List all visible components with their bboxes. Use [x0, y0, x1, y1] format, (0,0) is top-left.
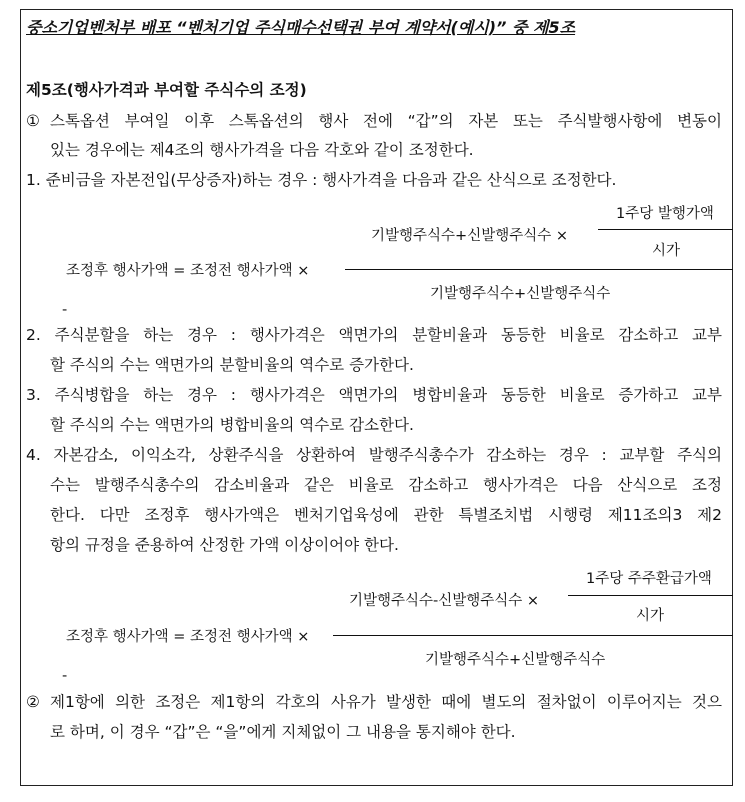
para2-line2: 로 하며, 이 경우 “갑”은 “을”에게 지체없이 그 내용을 통지해야 한다. — [50, 723, 516, 741]
item2-line2: 할 주식의 수는 액면가의 분할비율의 역수로 증가한다. — [50, 356, 414, 374]
article-heading: 제5조(행사가격과 부여할 주식수의 조정) — [26, 81, 307, 99]
formula2-lhs: 조정후 행사가액 = 조정전 행사가액 × — [66, 629, 310, 645]
item3-line2: 할 주식의 수는 액면가의 병합비율의 역수로 감소한다. — [50, 416, 414, 434]
formula2-denominator: 기발행주식수+신발행주식수 — [425, 652, 606, 668]
item4-line3: 한다. 다만 조정후 행사가액은 벤처기업육성에 관한 특별조치법 시행령 제11조의3 제2 — [50, 506, 722, 524]
item4-line4: 항의 규정을 준용하여 산정한 가액 이상이어야 한다. — [50, 536, 399, 554]
formula1-dash: - — [62, 302, 68, 318]
formula1-fraction-bar — [345, 269, 733, 270]
para2-line1: 제1항에 의한 조정은 제1항의 각호의 사유가 발생한 때에 별도의 절차없이 이루어지는 것으 — [50, 693, 722, 711]
item2-line1: 2. 주식분할을 하는 경우 : 행사가격은 액면가의 분할비율과 동등한 비율로 감소하고 교부 — [26, 326, 722, 344]
item4-line2: 수는 발행주식총수의 감소비율과 같은 비율로 감소하고 행사가격은 다음 산식으로 조정 — [50, 476, 722, 494]
formula1-inner-numerator: 1주당 발행가액 — [616, 206, 714, 222]
formula1-numerator-left: 기발행주식수+신발행주식수 × — [371, 228, 568, 244]
para1-marker: ① — [26, 112, 40, 130]
formula2-inner-numerator: 1주당 주주환급가액 — [586, 571, 712, 587]
para2-marker: ② — [26, 693, 40, 711]
document-title: 중소기업벤처부 배포 “벤처기업 주식매수선택권 부여 계약서(예시)” 중 제5조 — [26, 18, 576, 37]
para1-line1: 스톡옵션 부여일 이후 스톡옵션의 행사 전에 “갑”의 자본 또는 주식발행사항에 변동이 — [50, 112, 722, 130]
formula1-lhs: 조정후 행사가액 = 조정전 행사가액 × — [66, 263, 310, 279]
formula2-numerator-left: 기발행주식수-신발행주식수 × — [349, 593, 540, 609]
item4-line1: 4. 자본감소, 이익소각, 상환주식을 상환하여 발행주식총수가 감소하는 경우 : 교부할 주식의 — [26, 446, 722, 464]
formula2-dash: - — [62, 668, 68, 684]
formula1-inner-denominator: 시가 — [652, 243, 681, 259]
formula1-denominator: 기발행주식수+신발행주식수 — [430, 286, 611, 302]
formula1-inner-fraction-bar — [598, 229, 733, 230]
para1-line2: 있는 경우에는 제4조의 행사가격을 다음 각호와 같이 조정한다. — [50, 141, 474, 159]
formula2-inner-fraction-bar — [568, 595, 733, 596]
item3-line1: 3. 주식병합을 하는 경우 : 행사가격은 액면가의 병합비율과 동등한 비율로 증가하고 교부 — [26, 386, 722, 404]
formula2-fraction-bar — [333, 635, 733, 636]
formula2-inner-denominator: 시가 — [636, 608, 665, 624]
item1-text: 1. 준비금을 자본전입(무상증자)하는 경우 : 행사가격을 다음과 같은 산식으로 조정한다. — [26, 171, 617, 189]
